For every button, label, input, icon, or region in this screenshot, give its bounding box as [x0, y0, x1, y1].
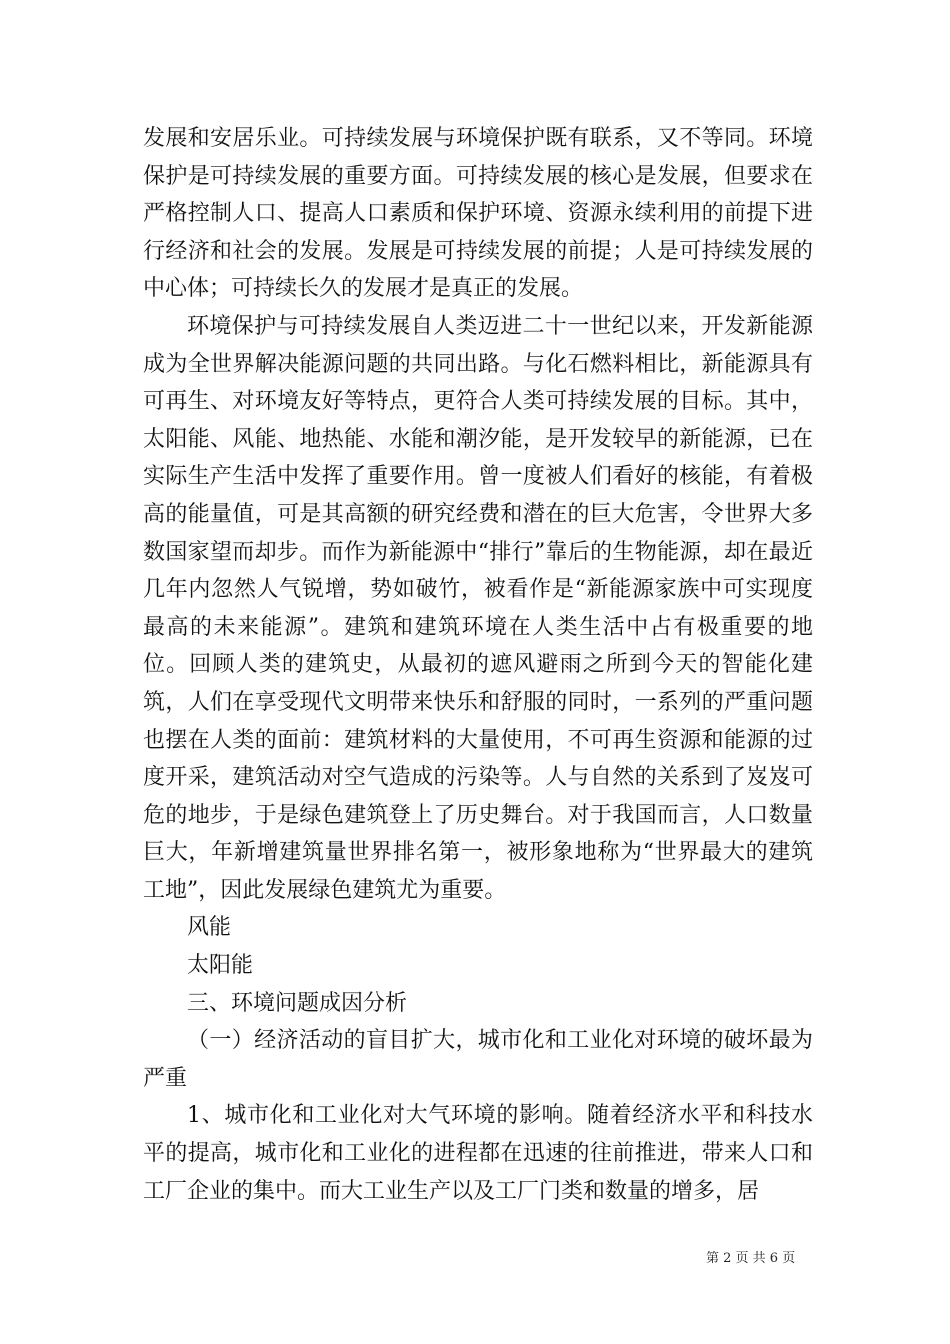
- section-heading: 三、环境问题成因分析: [187, 990, 408, 1016]
- list-item-wind-energy: 风能: [187, 915, 232, 941]
- subsection-heading: （一）经济活动的盲目扩大，城市化和工业化对环境的破坏最为严重: [143, 1028, 813, 1091]
- paragraph-new-energy: 环境保护与可持续发展自人类迈进二十一世纪以来，开发新能源成为全世界解决能源问题的共同出路。与化石燃料相比，新能源具有可再生、对环境友好等特点，更符合人类可持续发展的目标。其中，太阳能、风能、地热能、水能和潮汐能，是开发较早的新能源，已在实际生产生活中发挥了重要作用。曾一度被人们看好的核能，有着极高的能量值，可是其高额的研究经费和潜在的巨大危害，令世界大多数国家望而却步。而作为新能源中“排行”靠后的生物能源，却在最近几年内忽然人气锐增，势如破竹，被看作是“新能源家族中可实现度最高的未来能源”。建筑和建筑环境在人类生活中占有极重要的地位。回顾人类的建筑史，从最初的遮风避雨之所到今天的智能化建筑，人们在享受现代文明带来快乐和舒服的同时，一系列的严重问题也摆在人类的面前：建筑材料的大量使用，不可再生资源和能源的过度开采，建筑活动对空气造成的污染等。人与自然的关系到了岌岌可危的地步，于是绿色建筑登上了历史舞台。对于我国而言，人口数量巨大，年新增建筑量世界排名第一，被形象地称为“世界最大的建筑工地”，因此发展绿色建筑尤为重要。: [143, 313, 813, 903]
- page-number: 第 2 页 共 6 页: [706, 1251, 796, 1266]
- document-body: [143, 120, 813, 1210]
- list-item-solar-energy: 太阳能: [187, 953, 254, 979]
- paragraph-sustainable-development: 发展和安居乐业。可持续发展与环境保护既有联系，又不等同。环境保护是可持续发展的重要方面。可持续发展的核心是发展，但要求在严格控制人口、提高人口素质和保护环境、资源永续利用的前提下进行经济和社会的发展。发展是可持续发展的前提；人是可持续发展的中心体；可持续长久的发展才是真正的发展。: [143, 126, 813, 302]
- paragraph-urbanization: 1、城市化和工业化对大气环境的影响。随着经济水平和科技水平的提高，城市化和工业化的进程都在迅速的往前推进，带来人口和工厂企业的集中。而大工业生产以及工厂门类和数量的增多，居: [143, 1103, 813, 1204]
